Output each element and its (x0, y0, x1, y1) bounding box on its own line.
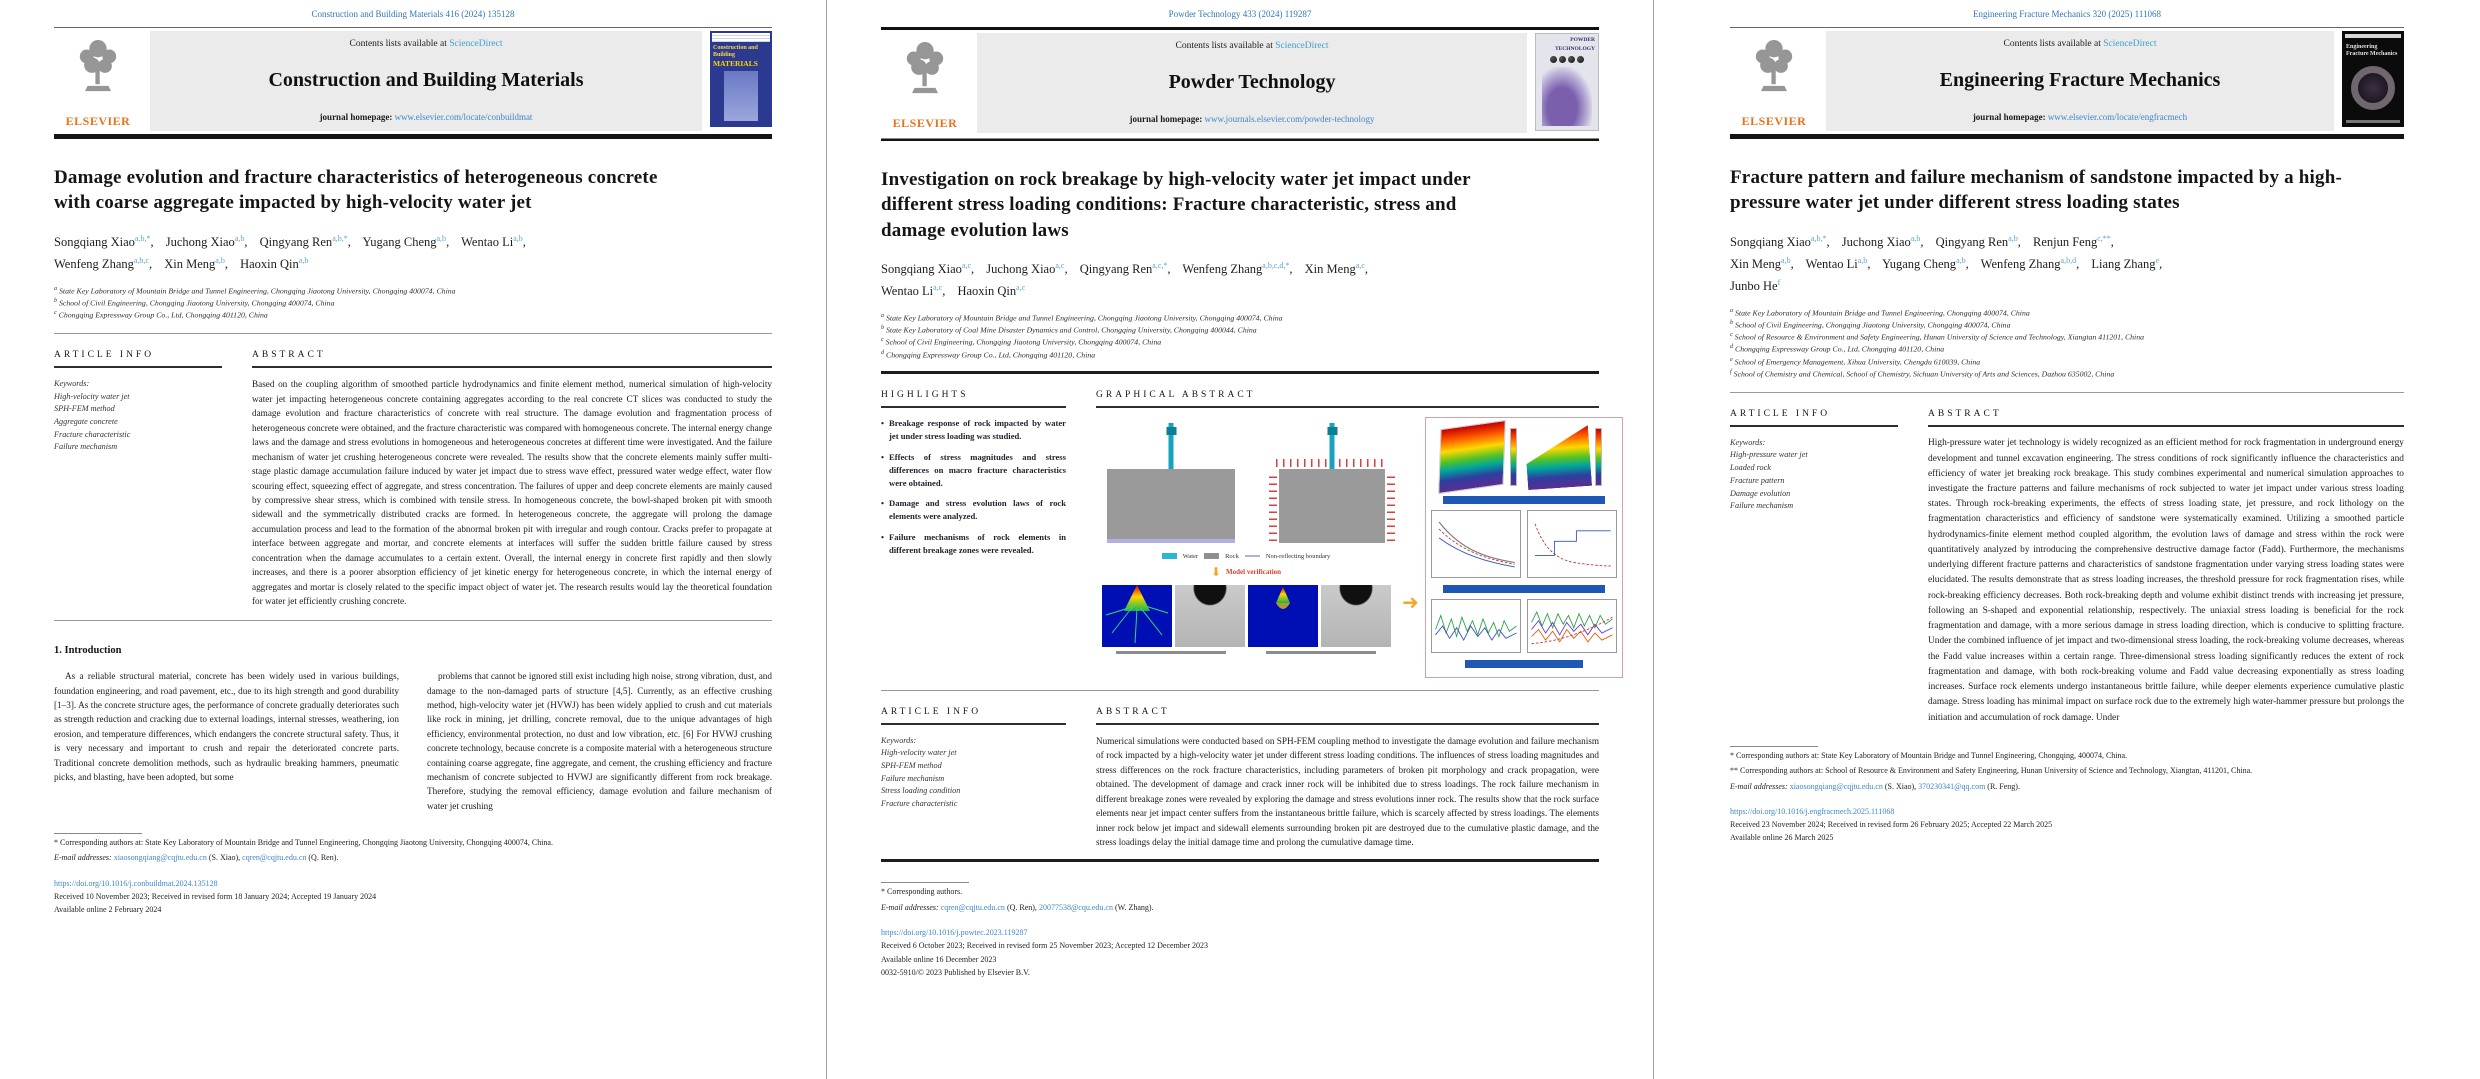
elsevier-tree-icon (72, 33, 124, 99)
elsevier-wordmark: ELSEVIER (892, 116, 958, 130)
keyword: Failure mechanism (54, 442, 118, 452)
water-jet-icon (1169, 423, 1174, 469)
paper-page-engineering-fracture-mechanics (1654, 0, 2480, 1079)
graphical-abstract-heading: GRAPHICAL ABSTRACT (1096, 389, 1256, 400)
cover-art (2346, 120, 2400, 123)
journal-banner (150, 31, 702, 131)
section-divider (881, 690, 1599, 691)
author: Xin Meng$^{a,b}$ , (164, 257, 228, 271)
available-online: Available online 2 February 2024 (54, 905, 162, 915)
header-top-rule (1730, 27, 2404, 28)
journal-title: Powder Technology (1168, 71, 1336, 93)
keyword: High-pressure water jet (1730, 450, 1808, 460)
journal-banner (1826, 31, 2334, 131)
author: Xin Meng$^{a,c}$ , (1305, 262, 1368, 276)
elsevier-logo (54, 31, 142, 131)
author-list (1730, 232, 2404, 298)
journal-title: Engineering Fracture Mechanics (1939, 69, 2221, 91)
figure-captions (1096, 651, 1396, 654)
keyword: Stress loading condition (881, 786, 961, 796)
author: Wenfeng Zhang$^{a,b,d}$ , (1981, 257, 2080, 271)
highlight-item: • Breakage response of rock impacted by water jet under stress loading was studied. (881, 417, 1066, 441)
author: Songqiang Xiao$^{a,c}$ , (881, 262, 974, 276)
contents-line: Contents lists available at ScienceDirect (349, 39, 503, 49)
abstract-heading: ABSTRACT (252, 350, 326, 361)
email-link[interactable]: xiaosongqiang@cqjtu.edu.cn (1789, 781, 1883, 791)
journal-banner (977, 33, 1527, 133)
down-arrow-icon: ⬇ (1210, 564, 1222, 579)
received-dates: Received 23 November 2024; Received in revised form 26 February 2025; Accepted 22 March 2025 (1730, 820, 2053, 830)
abstract-column (252, 350, 772, 608)
colorbar (1595, 428, 1602, 486)
author: Xin Meng$^{a,b}$ , (1730, 257, 1794, 271)
homepage-link[interactable]: www.elsevier.com/locate/conbuildmat (394, 112, 533, 122)
elsevier-logo (881, 33, 969, 133)
journal-header (1730, 31, 2404, 131)
graphical-abstract-figure (1096, 417, 1599, 678)
affiliation: $^c$ School of Resource & Environment and Safety Engineering, Hunan University of Science and Technology, Xiangtan 411201, China (1730, 332, 2145, 342)
author: Yugang Cheng$^{a,b}$ , (1882, 257, 1969, 271)
damage-contour-image (1248, 585, 1318, 647)
abstract-text: High-pressure water jet technology is widely recognized as an efficient method for rock fragmentation in underground energy development and tunnel excavation engineering. The stress conditions of rock significantly influence the characteristics and efficiency of water jet breaking rock breakage. This study combines experimental and numerical simulation approaches to investigate the fracture patterns and failure mechanisms of rock subjected to water jet impact under various stress loading states. Through rock-breaking experiments, the effects of stress loading state, jet pressure, and rock lithology on the fragmentation characteristics and efficiency of sandstone were systematically examined. Utilizing a smoothed particle hydrodynamics-finite element method coupled algorithm, the evolution laws of damage and stress within the rock were quantitatively analyzed by introducing the comprehensive destructive damage factor (Fadd). Furthermore, the mechanisms underlying different fracture patterns and characteristics of sandstone fragmentation under varying stress loading states were elucidated. The results demonstrate that as stress loading increases, the threshold pressure for rock fragmentation rises, while rock-breaking efficiency decreases. Both rock-breaking depth and volume exhibit distinct trends with increasing jet pressure, following an S-shaped and exponential relationship, respectively. The uniaxial stress loading is beneficial for the rock fragmentation and damage, with a more serious damage in stress loading direction, which is conducive to splitting fracture. Under the combined influence of jet impact and two-dimensional stress loading, the rock-breaking volume decreases, whereas the Fadd value increases within a certain range. Three-dimensional stress loading significantly reduces the extent of rock fragmentation and damage, with both rock-breaking volume and Fadd value decreasing exponentially as stress loading increases. Surface rock elements undergo instantaneous brittle failure, while deeper elements experience cumulative plastic damage. Stress loading has minimal impact on surface rock due to the extremely high water-hammer pressure but prolongs the initiation and accumulation of rock damage. Under (1928, 438, 2404, 723)
elsevier-wordmark: ELSEVIER (1741, 114, 1807, 128)
keyword: High-velocity water jet (881, 748, 957, 758)
elsevier-tree-icon (899, 35, 951, 101)
author: Yugang Cheng$^{a,b}$ , (363, 235, 450, 249)
doi-link[interactable]: https://doi.org/10.1016/j.engfracmech.2025.111068 (1730, 806, 1895, 816)
header-bottom-rule (54, 134, 772, 139)
author: Songqiang Xiao$^{a,b,*}$ , (54, 235, 154, 249)
paper-page-powder-technology (827, 0, 1653, 1079)
elsevier-logo (1730, 31, 1818, 131)
email-addresses-note: E-mail addresses: xiaosongqiang@cqjtu.edu.cn (S. Xiao), cqren@cqjtu.edu.cn (Q. Ren). (54, 853, 339, 863)
running-head-citation: Construction and Building Materials 416 (2024) 135128 (311, 9, 515, 19)
corresponding-author-note: * Corresponding authors. (881, 887, 963, 897)
experiment-photo (1321, 585, 1391, 647)
boundary-swatch (1245, 555, 1260, 557)
line-chart (1527, 510, 1617, 578)
cover-art (724, 71, 758, 121)
rainbow-surface-plot (1438, 420, 1506, 494)
author: Wentao Li$^{a,b}$ , (1806, 257, 1871, 271)
intro-column-left: As a reliable structural material, concrete has been widely used in various buildings, foundation engineering, and road pavement, etc., due to its high strength and good durability [1–3]. As the concrete structure ages, the performance of concrete gradually deteriorates such as strength reduction and cracking due to external loadings, internal stresses, weathering, ion erosion, and temperature differences, which endangers the concrete structural safety. Thus, it is very necessary and important to crush and repair the deteriorated concrete parts. Traditional concrete demolition methods, such as hydraulic breaking hammers, pneumatic picks, and blasting, have been adopted, but some (54, 671, 399, 782)
homepage-line: journal homepage: www.elsevier.com/locate/conbuildmat (319, 112, 533, 122)
keyword: Fracture characteristic (881, 798, 958, 808)
header-top-rule (881, 27, 1599, 30)
sciencedirect-link[interactable]: ScienceDirect (2103, 39, 2157, 49)
keyword: Fracture characteristic (54, 429, 131, 439)
elsevier-tree-icon (1748, 33, 1800, 99)
section-divider (54, 620, 772, 621)
author: Songqiang Xiao$^{a,b,*}$ , (1730, 235, 1830, 249)
signal-chart (1527, 599, 1617, 653)
keyword: Failure mechanism (881, 773, 945, 783)
cover-art (1536, 56, 1598, 63)
affiliation: $^a$ State Key Laboratory of Mountain Bridge and Tunnel Engineering, Chongqing 400074, China (1730, 307, 2030, 318)
journal-header (881, 33, 1599, 133)
available-online: Available online 16 December 2023 (881, 954, 997, 964)
cover-art (2351, 66, 2395, 110)
author: Junbo He$^f$ (1730, 277, 1781, 293)
abstract-heading: ABSTRACT (1928, 409, 2002, 420)
damage-contour-image (1102, 585, 1172, 647)
cover-art (1542, 67, 1592, 126)
keyword: Fracture pattern (1730, 475, 1785, 485)
keyword: SPH-FEM method (54, 404, 115, 414)
affiliation: $^c$ School of Civil Engineering, Chongqing Jiaotong University, Chongqing 400074, China (881, 337, 1162, 348)
right-arrow-icon: ➜ (1402, 591, 1419, 614)
author: Juchong Xiao$^{a,b}$ , (166, 235, 248, 249)
author: Juchong Xiao$^{a,c}$ , (986, 262, 1067, 276)
section-divider-thick (881, 859, 1599, 862)
colorbar (1510, 428, 1517, 486)
chart-caption-bar (1443, 585, 1605, 593)
jet-impact-diagrams (1096, 417, 1396, 543)
model-verification-label: ⬇ Model verification (1210, 564, 1282, 579)
rock-block-stress-loading-diagram (1279, 469, 1385, 543)
affiliation-list (54, 285, 772, 322)
journal-title: Construction and Building Materials (268, 69, 584, 91)
cover-art (2345, 34, 2401, 38)
author: Qingyang Ren$^{a,c,*}$ , (1080, 262, 1171, 276)
affiliation: $^e$ School of Emergency Management, Xihua University, Chengdu 610039, China (1730, 356, 1981, 367)
keyword: Damage evolution (1730, 488, 1791, 498)
article-info-heading: ARTICLE INFO (881, 706, 982, 717)
journal-cover-thumbnail: POWDER TECHNOLOGY (1535, 33, 1599, 131)
chart-caption-bar (1465, 660, 1583, 668)
keywords-label: Keywords: (881, 735, 917, 745)
affiliation-list (1730, 307, 2404, 381)
affiliation: $^b$ School of Civil Engineering, Chongqing Jiaotong University, Chongqing 400074, China (1730, 319, 2011, 330)
affiliation: $^b$ State Key Laboratory of Coal Mine Disaster Dynamics and Control, Chongqing University, Chongqing 400044, China (881, 325, 1257, 335)
author-list (881, 259, 1599, 303)
highlights-graphical-abstract-section (881, 390, 1599, 678)
rock-block-no-stress-diagram (1107, 469, 1235, 543)
author-list (54, 232, 772, 276)
affiliation: $^c$ Chongqing Expressway Group Co., Ltd, Chongqing 401120, China (54, 310, 268, 320)
stress-arrows (1387, 471, 1395, 541)
keyword: Aggregate concrete (54, 416, 118, 426)
keywords-label: Keywords: (1730, 438, 1766, 448)
homepage-link[interactable]: www.elsevier.com/locate/engfracmech (2047, 112, 2188, 122)
author: Liang Zhang$^e$ , (2091, 257, 2162, 271)
sciencedirect-link[interactable]: ScienceDirect (449, 39, 503, 49)
chart-caption-bar (1443, 496, 1605, 504)
sciencedirect-link[interactable]: ScienceDirect (1275, 41, 1329, 51)
introduction-heading: 1. Introduction (54, 645, 122, 657)
affiliation: $^a$ State Key Laboratory of Mountain Bridge and Tunnel Engineering, Chongqing Jiaotong University, Chongqing 400074, China (881, 312, 1283, 323)
elsevier-wordmark: ELSEVIER (65, 114, 131, 128)
article-info-abstract-section (881, 707, 1599, 850)
section-divider (54, 333, 772, 334)
author: Juchong Xiao$^{a,b}$ , (1842, 235, 1924, 249)
email-link[interactable]: 20077538@cqu.edu.cn (1038, 902, 1113, 912)
author: Qingyang Ren$^{a,b}$ , (1936, 235, 2021, 249)
affiliation: $^b$ School of Civil Engineering, Chongqing Jiaotong University, Chongqing 400074, China (54, 297, 335, 308)
received-dates: Received 6 October 2023; Received in revised form 25 November 2023; Accepted 12 December 2023 (881, 941, 1209, 951)
non-reflecting-boundary-strip (1107, 539, 1235, 543)
intro-column-right: problems that cannot be ignored still exist including high noise, strong vibration, dust, and damage to the non-damaged parts of structure [4,5]. Currently, as an effective crushing method, high-velocity water jet (HVWJ) has been widely applied to crush and cut materials like rock in mining, jet drilling, concrete removal, due to the unique advantages of high efficiency, environmental protection, no dust and low vibration, etc. [6] For HVWJ crushing concrete technology, because concrete is a composite material with a heterogeneous structure containing coarse aggregate, fine aggregate, and cement, the crushing efficiency and fracture mechanism of concrete subjected to HVWJ are significantly different from rock breakage. Therefore, studying the removal efficiency, damage evolution and failure mechanism of water jet crushing (427, 671, 772, 811)
homepage-link[interactable]: www.journals.elsevier.com/powder-technology (1204, 114, 1375, 124)
journal-cover-thumbnail: Construction and Building MATERIALS (710, 31, 772, 127)
email-link[interactable]: 370230341@qq.com (1918, 781, 1986, 791)
diagram-legend: Water Rock Non-reflecting boundary (1096, 553, 1396, 560)
rock-swatch (1204, 553, 1219, 559)
highlights-heading: HIGHLIGHTS (881, 389, 969, 400)
received-dates: Received 10 November 2023; Received in revised form 18 January 2024; Accepted 19 January 2024 (54, 891, 377, 901)
abstract-text: Numerical simulations were conducted based on SPH-FEM coupling method to investigate the damage evolution and failure mechanism of rock impacted by a high-velocity water jet under different stress loading conditions. The influences of stress loading magnitudes and stress differences on the rock fracture characteristics, including parameters of broken pit morphology and crack propagation, were obtained. The development of damage and crack inner rock will be inhibited due to stress loadings. The rock failure mechanism in different breakage zones were revealed by exploring the damage and stress evolutions inner rock. The results show that the rock surface elements near jet impact center suffers from the instantaneous brittle failure, which is scarcely affected by stress loadings. The elements inner rock below jet impact and sidewall elements surrounding broken pit are destroyed due to the cumulative plastic damage, and the stress loadings delay the initial damage time and prolong the cumulative damage time. (1096, 735, 1599, 848)
affiliation-list (881, 312, 1599, 361)
section-divider (1730, 392, 2404, 393)
journal-cover-thumbnail: Engineering Fracture Mechanics (2342, 31, 2404, 127)
available-online: Available online 26 March 2025 (1730, 833, 1834, 843)
issn-copyright: 0032-5910/© 2023 Published by Elsevier B.V. (881, 967, 1030, 977)
footnote-rule (54, 833, 142, 834)
article-info-column (1730, 409, 1898, 725)
highlights-column (881, 390, 1066, 678)
article-info-abstract-section (54, 350, 772, 608)
footnote-rule (1730, 746, 1818, 747)
keyword: High-velocity water jet (54, 391, 130, 401)
email-link[interactable]: cqren@cqjtu.edu.cn (242, 853, 307, 863)
simulation-result-images (1096, 585, 1396, 647)
abstract-column (1096, 707, 1599, 850)
paper-page-construction-building-materials (0, 0, 826, 1079)
author: Wenfeng Zhang$^{a,b,c,d,*}$ , (1182, 262, 1292, 276)
abstract-column (1928, 409, 2404, 725)
corresponding-author-note-2: ** Corresponding authors at: School of Resource & Environment and Safety Engineering, Hunan University of Science and Technology, Xiangtan, 411201, China. (1730, 766, 2253, 776)
abstract-text: Based on the coupling algorithm of smoothed particle hydrodynamics and finite element method, numerical simulation of high-velocity water jet impacting heterogeneous concrete containing aggregates according to the real concrete CT slices was conducted to study the damage evolution and fracture characteristics of concrete with real structure. The damage evolution and fragmentation process of heterogeneous concrete were obtained, and the fracture characteristic was compared with homogeneous concrete. The internal energy change laws and the damage and stress evolutions in homogeneous and heterogeneous concretes at different time were investigated. And the failure mechanism of water jet crushing heterogeneous concrete were revealed. The results show that the concrete elements mainly suffer multi-stage plastic damage accumulation failure induced by water jet impact due to stress wave effect, pressured water wedge effect, water flow scouring effect, squeezing effect of aggregate, and stress concentration. The failures of upper and deep concrete elements are mainly caused by compressive shear stress, which is combined with tensile stress. In homogeneous concrete, the bowl-shaped broken pit with smooth sidewall and the symmetrically distributed cracks are formed. In heterogeneous concrete, the aggregate will prolong the damage accumulation process and lead to the formation of the abnormal broken pit with irregular and rough contour. Cracks prefer to propagate at interface between aggregate and mortar, and concrete elements at interfaces will suffer the sudden brittle failure caused by stress concentration when the damage accumulates to a certain extent. Overall, the internal energy in concrete first rapidly and then slowly increases, and there is a poorer absorption efficiency of jet kinetic energy for heterogeneous concrete, in which the internal energy of aggregates and mortar is closely related to the specific impact object of water jet. The research results would lay the theoretical foundation for water jet efficiently crushing concrete. (252, 379, 772, 606)
cover-art (712, 33, 770, 42)
stress-arrows (1269, 471, 1277, 541)
author: Wentao Li$^{a,c}$ , (881, 284, 945, 298)
article-info-column (54, 350, 222, 608)
article-title: Damage evolution and fracture characteristics of heterogeneous concrete with coarse aggregate impacted by high-velocity water jet (54, 167, 658, 214)
homepage-line: journal homepage: www.journals.elsevier.com/powder-technology (1129, 114, 1375, 124)
affiliation: $^d$ Chongqing Expressway Group Co., Ltd, Chongqing 401120, China (1730, 344, 1945, 355)
water-jet-icon (1330, 423, 1335, 469)
highlight-item: • Failure mechanisms of rock elements in different breakage zones were revealed. (881, 532, 1066, 556)
author: Wenfeng Zhang$^{a,b,c}$ , (54, 257, 152, 271)
graphical-abstract-column (1096, 390, 1599, 678)
keyword: Failure mechanism (1730, 501, 1794, 511)
author: Haoxin Qin$^{a,b}$ (240, 255, 309, 271)
article-info-heading: ARTICLE INFO (1730, 409, 1831, 420)
corresponding-author-note: * Corresponding authors at: State Key Laboratory of Mountain Bridge and Tunnel Engineering, Chongqing Jiaotong University, Chongqing 400074, China. (54, 837, 553, 847)
doi-link[interactable]: https://doi.org/10.1016/j.powtec.2023.119287 (881, 928, 1028, 938)
experiment-photo (1175, 585, 1245, 647)
result-charts-panel (1425, 417, 1623, 678)
header-bottom-rule (1730, 134, 2404, 139)
homepage-line: journal homepage: www.elsevier.com/locate/engfracmech (1972, 112, 2188, 122)
running-head-citation: Engineering Fracture Mechanics 320 (2025) 111068 (1972, 9, 2162, 19)
affiliation: $^d$ Chongqing Expressway Group Co., Ltd, Chongqing 401120, China (881, 349, 1096, 360)
keyword: SPH-FEM method (881, 760, 942, 770)
header-top-rule (54, 27, 772, 28)
running-head-citation: Powder Technology 433 (2024) 119287 (1168, 9, 1312, 19)
contents-line: Contents lists available at ScienceDirect (1175, 41, 1329, 51)
article-history-block (881, 926, 1599, 979)
article-title: Fracture pattern and failure mechanism of sandstone impacted by a high-pressure water jet under different stress loading states (1730, 167, 2342, 214)
email-addresses-note: E-mail addresses: xiaosongqiang@cqjtu.edu.cn (S. Xiao), 370230341@qq.com (R. Feng). (1730, 781, 2020, 791)
doi-link[interactable]: https://doi.org/10.1016/j.conbuildmat.2024.135128 (54, 878, 218, 888)
introduction-body (54, 669, 772, 812)
corresponding-author-note: * Corresponding authors at: State Key Laboratory of Mountain Bridge and Tunnel Engineering, Chongqing, 400074, China. (1730, 750, 2128, 760)
highlight-item: • Damage and stress evolution laws of rock elements were analyzed. (881, 498, 1066, 522)
article-title: Investigation on rock breakage by high-velocity water jet impact under different stress loading conditions: Fracture characteristic, stress and damage evolution laws (881, 169, 1471, 241)
footnote-rule (881, 882, 969, 883)
abstract-heading: ABSTRACT (1096, 706, 1170, 717)
article-info-abstract-section (1730, 409, 2404, 725)
water-swatch (1162, 553, 1177, 559)
signal-chart (1431, 599, 1521, 653)
author: Wentao Li$^{a,b}$ , (461, 235, 526, 249)
email-addresses-note: E-mail addresses: cqren@cqjtu.edu.cn (Q. Ren), 20077538@cqu.edu.cn (W. Zhang). (881, 902, 1154, 912)
header-bottom-rule (881, 136, 1599, 141)
affiliation: $^a$ State Key Laboratory of Mountain Bridge and Tunnel Engineering, Chongqing Jiaotong University, Chongqing 400074, China (54, 285, 456, 296)
article-history-block (1730, 805, 2404, 845)
article-history-block (54, 877, 772, 917)
affiliation: $^f$ School of Chemistry and Chemical, School of Chemistry, Sichuan University of Arts and Sciences, Dazhou 635002, China (1730, 369, 2115, 379)
rainbow-surface-plot (1524, 424, 1592, 490)
keywords-label: Keywords: (54, 379, 90, 389)
email-link[interactable]: xiaosongqiang@cqjtu.edu.cn (113, 853, 207, 863)
highlight-item: • Effects of stress magnitudes and stress differences on macro fracture characteristics were obtained. (881, 451, 1066, 488)
author: Haoxin Qin$^{a,c}$ (957, 282, 1026, 298)
keyword: Loaded rock (1730, 463, 1771, 473)
article-info-heading: ARTICLE INFO (54, 350, 155, 361)
contents-line: Contents lists available at ScienceDirect (2003, 39, 2157, 49)
email-link[interactable]: cqren@cqjtu.edu.cn (940, 902, 1005, 912)
article-info-column (881, 707, 1066, 850)
journal-header (54, 31, 772, 131)
line-chart (1431, 510, 1521, 578)
section-divider-thick (881, 371, 1599, 374)
author: Qingyang Ren$^{a,b,*}$ , (260, 235, 351, 249)
author: Renjun Feng$^{c,**}$ , (2033, 235, 2114, 249)
